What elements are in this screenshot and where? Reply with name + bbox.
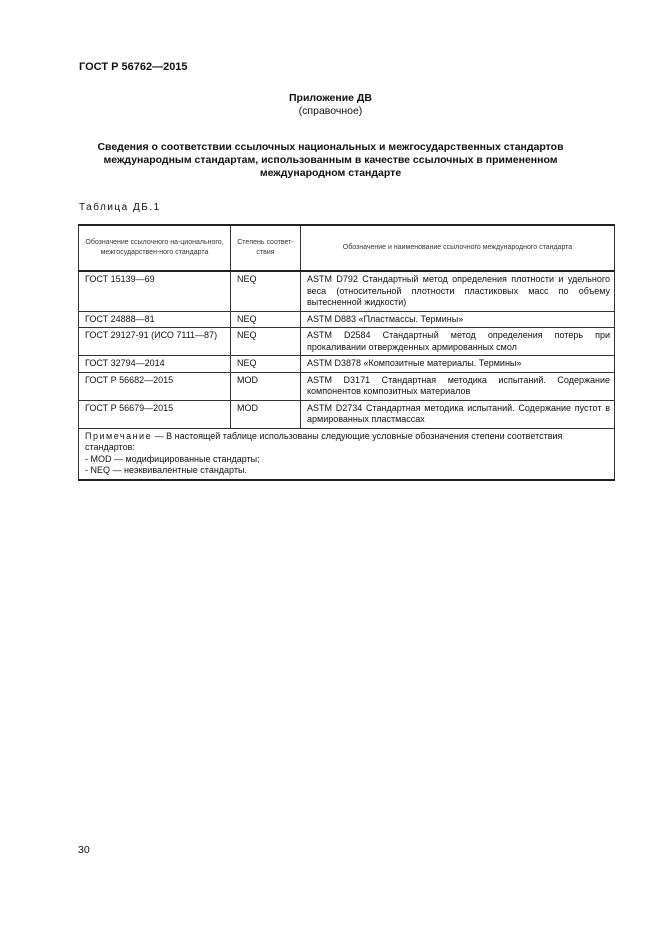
table-note <box>79 428 615 480</box>
appendix-subtitle: (справочное) <box>298 105 363 117</box>
page-number: 30 <box>78 844 90 856</box>
cell-degree: NEQ <box>231 356 301 373</box>
note-neq: - NEQ — неэквивалентные стандарты. <box>85 465 247 475</box>
heading-line: международном стандарте <box>259 167 402 179</box>
cell-national: ГОСТ 32794—2014 <box>79 356 231 373</box>
cell-national: ГОСТ 24888—81 <box>79 311 231 328</box>
table-row <box>79 311 615 328</box>
appendix-title: Приложение ДВ <box>289 92 372 104</box>
note-label: Примечание <box>85 430 153 441</box>
cell-national: ГОСТ Р 56679—2015 <box>79 400 231 428</box>
heading-line: Сведения о соответствии ссылочных национальных и межгосударственных стандартов <box>97 141 564 153</box>
note-mod: - MOD — модифицированные стандарты; <box>85 453 260 464</box>
cell-international: ASTM D792 Стандартный метод определения плотности и удельного веса (относительной плотности пластиковых масс по объему вытесненной жидкости) <box>301 271 615 311</box>
cell-international: ASTM D3171 Стандартная методика испытаний. Содержание компонентов композитных материалов <box>301 372 615 400</box>
section-heading <box>95 141 566 180</box>
table-row <box>79 356 615 373</box>
cell-international: ASTM D3878 «Композитные материалы. Термины» <box>301 356 615 373</box>
table-row <box>79 271 615 311</box>
table-row <box>79 328 615 356</box>
cell-national: ГОСТ 29127-91 (ИСО 7111—87) <box>79 328 231 356</box>
header-national-standard: Обозначение ссылочного на-ционального, межгосударствен-ного стандарта <box>79 225 231 271</box>
cell-degree: NEQ <box>231 271 301 311</box>
header-degree: Степень соответ-ствия <box>231 225 301 271</box>
table-note-row <box>79 428 615 480</box>
note-text: — В настоящей таблице использованы следующие условные обозначения степени соответствия стандартов: <box>85 430 563 452</box>
cell-international: ASTM D2734 Стандартная методика испытаний. Содержание пустот в армированных пластмассах <box>301 400 615 428</box>
heading-line: международным стандартам, использованным в качестве ссылочных в примененном <box>103 154 558 166</box>
cell-international: ASTM D883 «Пластмассы. Термины» <box>301 311 615 328</box>
document-code: ГОСТ Р 56762—2015 <box>79 61 188 73</box>
table-row <box>79 372 615 400</box>
table-row <box>79 400 615 428</box>
standards-table <box>78 224 615 481</box>
cell-degree: NEQ <box>231 311 301 328</box>
cell-degree: NEQ <box>231 328 301 356</box>
cell-international: ASTM D2584 Стандартный метод определения потерь при прокаливании отвержденных армированных смол <box>301 328 615 356</box>
cell-national: ГОСТ 15139—69 <box>79 271 231 311</box>
appendix-title-block <box>0 92 661 118</box>
cell-national: ГОСТ Р 56682—2015 <box>79 372 231 400</box>
cell-degree: MOD <box>231 372 301 400</box>
header-international-standard: Обозначение и наименование ссылочного международного стандарта <box>301 225 615 271</box>
table-label: Таблица ДБ.1 <box>79 202 161 213</box>
table-header-row <box>79 225 615 271</box>
cell-degree: MOD <box>231 400 301 428</box>
